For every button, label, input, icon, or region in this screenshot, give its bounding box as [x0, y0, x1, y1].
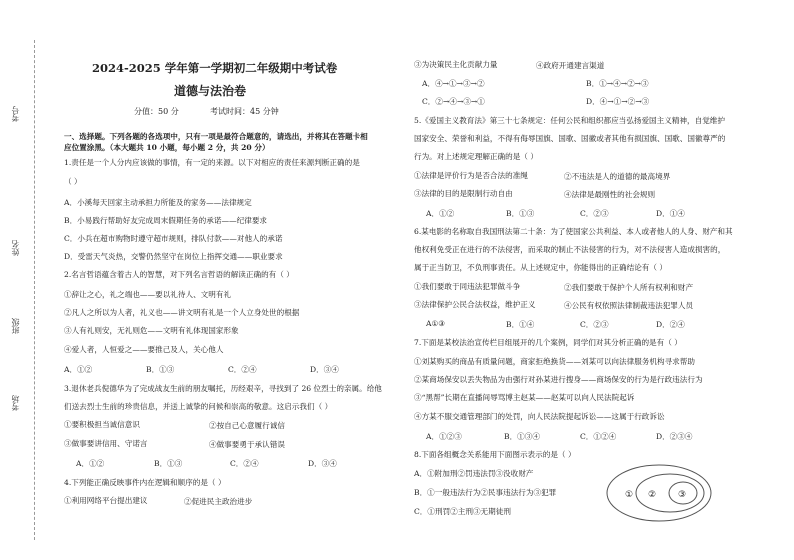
exam-time: 考试时间：45 分钟 [210, 107, 279, 116]
q1-option-d: D．受雷天气炎热，交警仍然坚守在岗位上指挥交通——职业要求 [64, 252, 283, 261]
q4-item-3: ③为决策民主化贡献力量 [414, 60, 498, 69]
q2-item-2: ②凡人之所以为人者，礼义也——讲文明有礼是一个人立身处世的根据 [64, 308, 300, 317]
exam-score: 分值：50 分 [134, 107, 179, 116]
section-instructions-line2: 应位置涂黑。（本大题共 10 小题，每小题 2 分，共 20 分） [64, 143, 270, 152]
diagram-label-3: ③ [678, 490, 687, 500]
q6-option-d: D．②④ [656, 320, 685, 329]
q4-item-2: ②促进民主政治进步 [184, 497, 253, 506]
q4-option-b: B．①→④→②→③ [586, 79, 649, 88]
q1-option-c: C．小兵在超市购物时遵守超市规则，排队付款——对他人的承诺 [64, 234, 283, 243]
q7-item-4: ④方某不服交通管理部门的处罚，向人民法院提起诉讼——这属于行政诉讼 [414, 412, 665, 421]
q5-item-4: ④法律是最刚性的社会规则 [564, 190, 656, 199]
q8-option-b: B．①一般违法行为②民事违法行为③犯罪 [414, 488, 557, 497]
side-label-name: 姓名 [11, 240, 20, 256]
q3-stem-line2: 们送去烈士生前的珍贵信息，并送上诚挚的问候和崇高的敬意。这启示我们（ ） [64, 402, 333, 411]
q2-option-d: D．③④ [310, 365, 339, 374]
q8-stem: 8.下面各组概念关系能用下面图示表示的是（ ） [414, 450, 576, 459]
q5-stem-line3: 行为。对上述规定理解正确的是（ ） [414, 152, 538, 161]
q4-option-a: A．④→①→③→② [422, 79, 485, 88]
q7-option-b: B．①③④ [504, 432, 540, 441]
binding-line [34, 40, 35, 540]
q7-option-d: D．②③④ [656, 432, 693, 441]
q5-stem-line1: 5.《爱国主义教育法》第三十七条规定：任何公民和组织都应当弘扬爱国主义精神，自觉维护 [414, 116, 725, 125]
q1-option-b: B．小易践行帮助好友完成周末假期任务的承诺——纪律要求 [64, 216, 268, 225]
outer-ellipse [607, 465, 711, 521]
q4-item-1: ①利用网络平台提出建议 [64, 496, 148, 505]
q7-stem: 7.下面是某校法治宣传栏目组展开的几个案例，同学们对其分析正确的是有（ ） [414, 338, 682, 347]
q5-option-a: A．①② [426, 209, 455, 218]
binding-margin [0, 0, 44, 560]
q3-option-a: A．①② [76, 459, 105, 468]
q7-option-c: C．①②④ [580, 432, 617, 441]
q3-item-3: ③做事要讲信用、守诺言 [64, 439, 148, 448]
diagram-label-2: ② [648, 490, 657, 500]
q3-option-c: C．②④ [230, 459, 259, 468]
q3-item-1: ①要积极担当诚信意识 [64, 420, 140, 429]
exam-subject: 道德与法治卷 [174, 84, 247, 98]
q2-item-4: ④爱人者，人恒爱之——要推己及人，关心他人 [64, 345, 224, 354]
q8-option-c: C．①刑罚②主刑③无期徒刑 [414, 507, 511, 516]
q4-stem: 4.下列能正确反映事件内在逻辑和顺序的是（ ） [64, 478, 226, 487]
q6-item-1: ①我们要敢于同违法犯罪做斗争 [414, 282, 521, 291]
q7-option-a: A．①②③ [426, 432, 462, 441]
q5-item-2: ②不违法是人的道德的最高境界 [564, 172, 671, 181]
q1-stem: 1.责任是一个人分内应该做的事情，有一定的来源。以下对相应的责任来源判断正确的是 [64, 158, 360, 167]
q6-stem-line1: 6.某电影的名称取自我国刑法第二十条：为了使国家公共利益、本人或者他人的人身、财产和其 [414, 227, 733, 236]
q8-nested-ellipses-diagram [604, 462, 714, 524]
q7-item-1: ①刘某购买的商品有质量问题，商家拒绝换货——刘某可以向法律服务机构寻求帮助 [414, 357, 695, 366]
side-label-class: 班级 [11, 318, 20, 334]
q3-option-d: D．③④ [308, 459, 337, 468]
q3-stem-line1: 3.退休老兵倪德华为了完成战友生前的朋友嘱托，历经艰辛，寻找到了 26 位烈士的亲属。给他 [64, 384, 382, 393]
q3-item-2: ②按自己心意履行诚信 [209, 421, 285, 430]
q7-item-2: ②某商场保安以丢失物品为由强行对孙某进行搜身——商场保安的行为是行政违法行为 [414, 375, 703, 384]
diagram-label-1: ① [625, 490, 634, 500]
q2-option-c: C．②④ [228, 365, 257, 374]
q5-option-b: B．①③ [506, 209, 535, 218]
exam-title: 2024-2025 学年第一学期初二年级期中考试卷 [92, 61, 338, 75]
q2-item-1: ①辞让之心，礼之端也——要以礼待人、文明有礼 [64, 290, 232, 299]
q5-item-3: ③法律的目的是限制行动自由 [414, 189, 513, 198]
q5-item-1: ①法律是评价行为是否合法的准绳 [414, 171, 528, 180]
side-label-exam-number: 考号 [11, 106, 20, 122]
q6-item-4: ④公民有权依照法律制裁违法犯罪人员 [564, 301, 694, 310]
q4-item-4: ④政府开通建言渠道 [536, 61, 605, 70]
section-instructions-line1: 一、选择题。下列各题的各选项中，只有一项是最符合题意的，请选出，并将其在答题卡相 [64, 132, 368, 141]
q2-option-b: B．①③ [146, 365, 175, 374]
q6-option-b: B．①④ [506, 320, 535, 329]
q2-item-3: ③人有礼则安，无礼则危——文明有礼体现国家形象 [64, 326, 239, 335]
q2-stem: 2.名言哲语蕴含着古人的智慧，对下列名言哲语的解读正确的有（ ） [64, 270, 294, 279]
side-label-room: 考场 [11, 395, 20, 411]
q6-stem-line2: 他权利免受正在进行的不法侵害，而采取的制止不法侵害的行为，对不法侵害人造成损害的， [414, 245, 726, 254]
q4-option-d: D．④→①→②→③ [586, 97, 650, 106]
q1-option-a: A．小溪每天回家主动承担力所能及的家务——法律规定 [64, 198, 252, 207]
q4-option-c: C．②→④→③→① [422, 97, 485, 106]
q1-stem-blank: （ ） [64, 177, 82, 186]
q6-item-3: ③法律保护公民合法权益，维护正义 [414, 300, 536, 309]
q6-option-a: A①③ [426, 319, 446, 328]
q5-stem-line2: 国家安全、荣誉和利益，不得有侮辱国旗、国歌、国徽或者其他有损国旗、国歌、国徽尊严的 [414, 134, 726, 143]
q7-item-3: ③“黑帮”长期在直播间辱骂博主赵某——赵某可以向人民法院起诉 [414, 393, 635, 402]
q6-stem-line3: 属于正当防卫，不负刑事责任。从上述规定中，你能得出的正确结论有（ ） [414, 263, 668, 272]
q3-item-4: ④做事要勇于承认错误 [209, 440, 285, 449]
q6-item-2: ②我们要敢于保护个人所有权利和财产 [564, 283, 694, 292]
q2-option-a: A．①② [64, 365, 93, 374]
q8-option-a: A．①附加刑②罚违法罚③没收财产 [414, 469, 534, 478]
q3-option-b: B．①③ [154, 459, 183, 468]
q6-option-c: C．②③ [580, 320, 609, 329]
middle-ellipse [636, 474, 704, 512]
q5-option-d: D．①④ [656, 209, 685, 218]
q5-option-c: C．②③ [580, 209, 609, 218]
